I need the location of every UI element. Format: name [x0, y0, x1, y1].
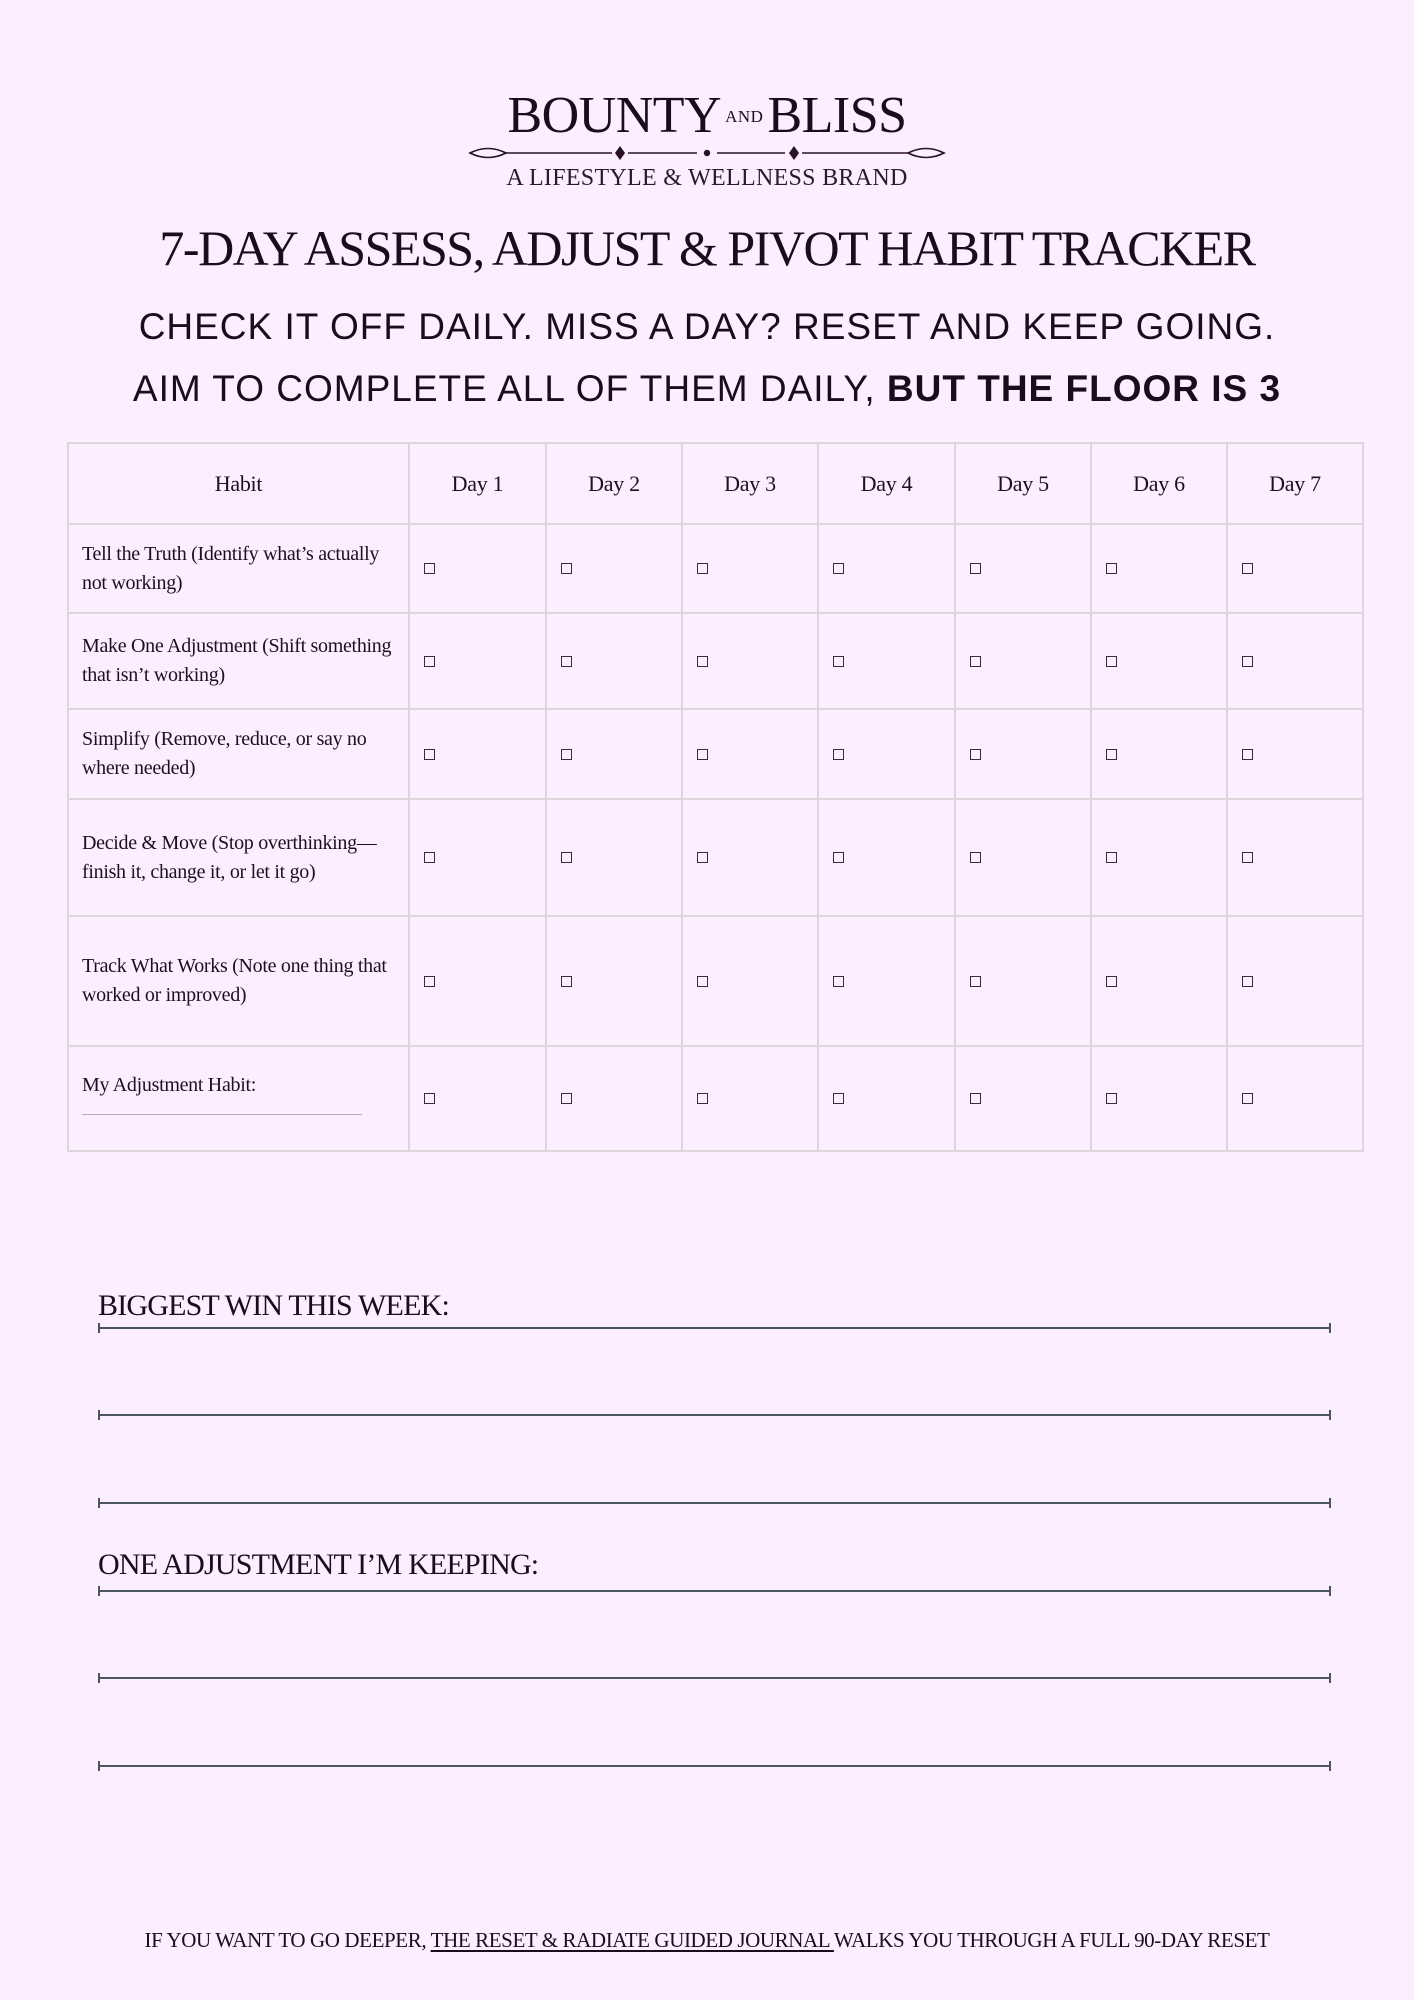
day-cell [409, 613, 546, 709]
checkbox-icon[interactable] [970, 563, 981, 574]
checkbox-icon[interactable] [833, 1093, 844, 1104]
footer-promo [0, 1929, 1414, 1951]
day-cell [1227, 799, 1363, 916]
habit-label: Decide & Move (Stop overthinking—finish it, change it, or let it go) [68, 799, 409, 916]
day-cell [818, 916, 955, 1046]
checkbox-icon[interactable] [1106, 1093, 1117, 1104]
checkbox-icon[interactable] [833, 976, 844, 987]
checkbox-icon[interactable] [1242, 976, 1253, 987]
table-header-row [68, 443, 1363, 524]
table-row [68, 916, 1363, 1046]
day-cell [1091, 916, 1227, 1046]
footer-suffix: WALKS YOU THROUGH A FULL 90-DAY RESET [833, 1928, 1270, 1952]
day-cell [818, 613, 955, 709]
column-header-day-4: Day 4 [818, 443, 955, 524]
checkbox-icon[interactable] [697, 749, 708, 760]
table-row [68, 1046, 1363, 1151]
day-cell [546, 524, 682, 613]
checkbox-icon[interactable] [424, 852, 435, 863]
day-cell [682, 1046, 818, 1151]
day-cell [955, 916, 1091, 1046]
checkbox-icon[interactable] [561, 1093, 572, 1104]
checkbox-icon[interactable] [833, 563, 844, 574]
habit-label: Tell the Truth (Identify what’s actually not working) [68, 524, 409, 613]
day-cell [1091, 709, 1227, 799]
table-row [68, 709, 1363, 799]
day-cell [1227, 1046, 1363, 1151]
day-cell [1091, 613, 1227, 709]
brand-logo [0, 87, 1414, 144]
day-cell [1091, 1046, 1227, 1151]
checkbox-icon[interactable] [697, 563, 708, 574]
checkbox-icon[interactable] [1106, 656, 1117, 667]
checkbox-icon[interactable] [1106, 749, 1117, 760]
day-cell [818, 709, 955, 799]
one-adjustment-line-3[interactable] [98, 1761, 1331, 1771]
checkbox-icon[interactable] [1242, 656, 1253, 667]
footer-prefix: IF YOU WANT TO GO DEEPER, [144, 1928, 431, 1952]
habit-label: Simplify (Remove, reduce, or say no where needed) [68, 709, 409, 799]
day-cell [546, 916, 682, 1046]
checkbox-icon[interactable] [561, 976, 572, 987]
checkbox-icon[interactable] [970, 749, 981, 760]
brand-name-left: BOUNTY [507, 87, 722, 144]
day-cell [546, 709, 682, 799]
subtitle-goal [0, 369, 1414, 409]
checkbox-icon[interactable] [1106, 976, 1117, 987]
brand-tagline: A LIFESTYLE & WELLNESS BRAND [506, 165, 908, 191]
day-cell [546, 613, 682, 709]
checkbox-icon[interactable] [833, 749, 844, 760]
biggest-win-line-3[interactable] [98, 1498, 1331, 1508]
checkbox-icon[interactable] [970, 656, 981, 667]
day-cell [682, 613, 818, 709]
day-cell [546, 799, 682, 916]
day-cell [409, 916, 546, 1046]
table-row [68, 613, 1363, 709]
column-header-day-3: Day 3 [682, 443, 818, 524]
subtitle-goal-regular: AIM TO COMPLETE ALL OF THEM DAILY, [132, 368, 887, 409]
table-row [68, 524, 1363, 613]
column-header-habit: Habit [68, 443, 409, 524]
checkbox-icon[interactable] [424, 656, 435, 667]
checkbox-icon[interactable] [1106, 563, 1117, 574]
day-cell [682, 709, 818, 799]
day-cell [818, 799, 955, 916]
checkbox-icon[interactable] [561, 656, 572, 667]
column-header-day-2: Day 2 [546, 443, 682, 524]
day-cell [955, 524, 1091, 613]
biggest-win-line-1[interactable] [98, 1323, 1331, 1333]
brand-name-right: BLISS [767, 87, 907, 144]
custom-habit-label: My Adjustment Habit: [82, 1073, 257, 1096]
page-title: 7-DAY ASSESS, ADJUST & PIVOT HABIT TRACKER [159, 220, 1255, 276]
checkbox-icon[interactable] [697, 656, 708, 667]
checkbox-icon[interactable] [561, 749, 572, 760]
checkbox-icon[interactable] [1242, 852, 1253, 863]
one-adjustment-label: ONE ADJUSTMENT I’M KEEPING: [98, 1548, 539, 1581]
checkbox-icon[interactable] [561, 852, 572, 863]
day-cell [1091, 524, 1227, 613]
checkbox-icon[interactable] [970, 976, 981, 987]
day-cell [1227, 524, 1363, 613]
checkbox-icon[interactable] [697, 852, 708, 863]
column-header-day-7: Day 7 [1227, 443, 1363, 524]
biggest-win-label: BIGGEST WIN THIS WEEK: [98, 1289, 449, 1322]
checkbox-icon[interactable] [833, 852, 844, 863]
column-header-day-5: Day 5 [955, 443, 1091, 524]
column-header-day-1: Day 1 [409, 443, 546, 524]
day-cell [955, 613, 1091, 709]
checkbox-icon[interactable] [833, 656, 844, 667]
day-cell [818, 524, 955, 613]
day-cell [682, 799, 818, 916]
day-cell [682, 916, 818, 1046]
day-cell [409, 524, 546, 613]
ornament-divider-icon [466, 144, 948, 162]
checkbox-icon[interactable] [424, 976, 435, 987]
habit-label: Make One Adjustment (Shift something that isn’t working) [68, 613, 409, 709]
day-cell [409, 1046, 546, 1151]
day-cell [1227, 709, 1363, 799]
checkbox-icon[interactable] [561, 563, 572, 574]
checkbox-icon[interactable] [424, 1093, 435, 1104]
day-cell [1091, 799, 1227, 916]
day-cell [955, 709, 1091, 799]
day-cell [1227, 613, 1363, 709]
custom-habit-input-line[interactable] [82, 1114, 362, 1115]
checkbox-icon[interactable] [970, 852, 981, 863]
habit-label: Track What Works (Note one thing that worked or improved) [68, 916, 409, 1046]
checkbox-icon[interactable] [1242, 563, 1253, 574]
table-row [68, 799, 1363, 916]
custom-habit-cell [68, 1046, 409, 1151]
subtitle-goal-bold: BUT THE FLOOR IS 3 [886, 368, 1282, 409]
day-cell [1227, 916, 1363, 1046]
checkbox-icon[interactable] [424, 563, 435, 574]
checkbox-icon[interactable] [697, 1093, 708, 1104]
brand-name-and: AND [725, 107, 764, 126]
checkbox-icon[interactable] [1242, 749, 1253, 760]
checkbox-icon[interactable] [1242, 1093, 1253, 1104]
day-cell [955, 799, 1091, 916]
guided-journal-link[interactable]: THE RESET & RADIATE GUIDED JOURNAL [430, 1928, 834, 1952]
day-cell [546, 1046, 682, 1151]
day-cell [682, 524, 818, 613]
habit-tracker-table [67, 442, 1364, 1152]
one-adjustment-line-2[interactable] [98, 1673, 1331, 1683]
checkbox-icon[interactable] [970, 1093, 981, 1104]
column-header-day-6: Day 6 [1091, 443, 1227, 524]
day-cell [955, 1046, 1091, 1151]
day-cell [409, 799, 546, 916]
day-cell [818, 1046, 955, 1151]
checkbox-icon[interactable] [697, 976, 708, 987]
one-adjustment-line-1[interactable] [98, 1586, 1331, 1596]
subtitle-instructions: CHECK IT OFF DAILY. MISS A DAY? RESET AND KEEP GOING. [138, 306, 1276, 347]
checkbox-icon[interactable] [1106, 852, 1117, 863]
biggest-win-line-2[interactable] [98, 1410, 1331, 1420]
checkbox-icon[interactable] [424, 749, 435, 760]
day-cell [409, 709, 546, 799]
